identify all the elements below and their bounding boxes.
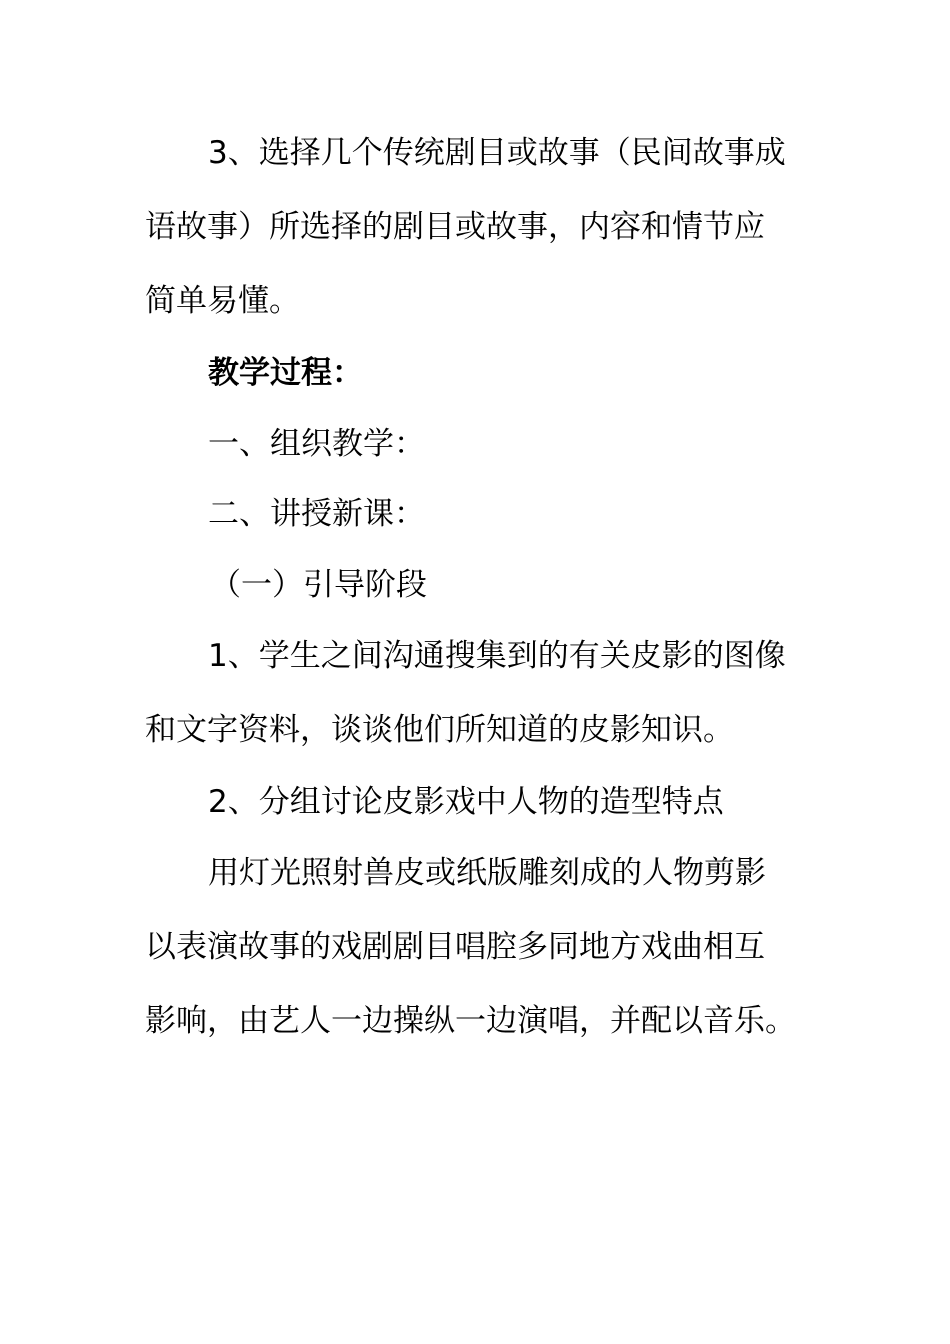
step-heading-2: 二、讲授新课： [208,496,425,532]
paragraph-line-4: 1、学生之间沟通搜集到的有关皮影的图像 [208,638,786,674]
paragraph-line-2: 语故事）所选择的剧目或故事，内容和情节应 [145,209,765,245]
section-heading: 教学过程： [208,355,363,391]
paragraph-line-1: 3、选择几个传统剧目或故事（民间故事成 [208,135,786,171]
paragraph-line-7: 用灯光照射兽皮或纸版雕刻成的人物剪影 [208,855,766,891]
paragraph-line-8: 以表演故事的戏剧剧目唱腔多同地方戏曲相互 [145,929,765,965]
paragraph-line-5: 和文字资料，谈谈他们所知道的皮影知识。 [145,712,734,748]
subsection-heading: （一）引导阶段 [210,567,427,603]
step-heading-1: 一、组织教学： [208,426,425,462]
paragraph-line-3: 简单易懂。 [145,283,300,319]
paragraph-line-9: 影响，由艺人一边操纵一边演唱，并配以音乐。 [145,1003,796,1039]
paragraph-line-6: 2、分组讨论皮影戏中人物的造型特点 [208,784,724,820]
